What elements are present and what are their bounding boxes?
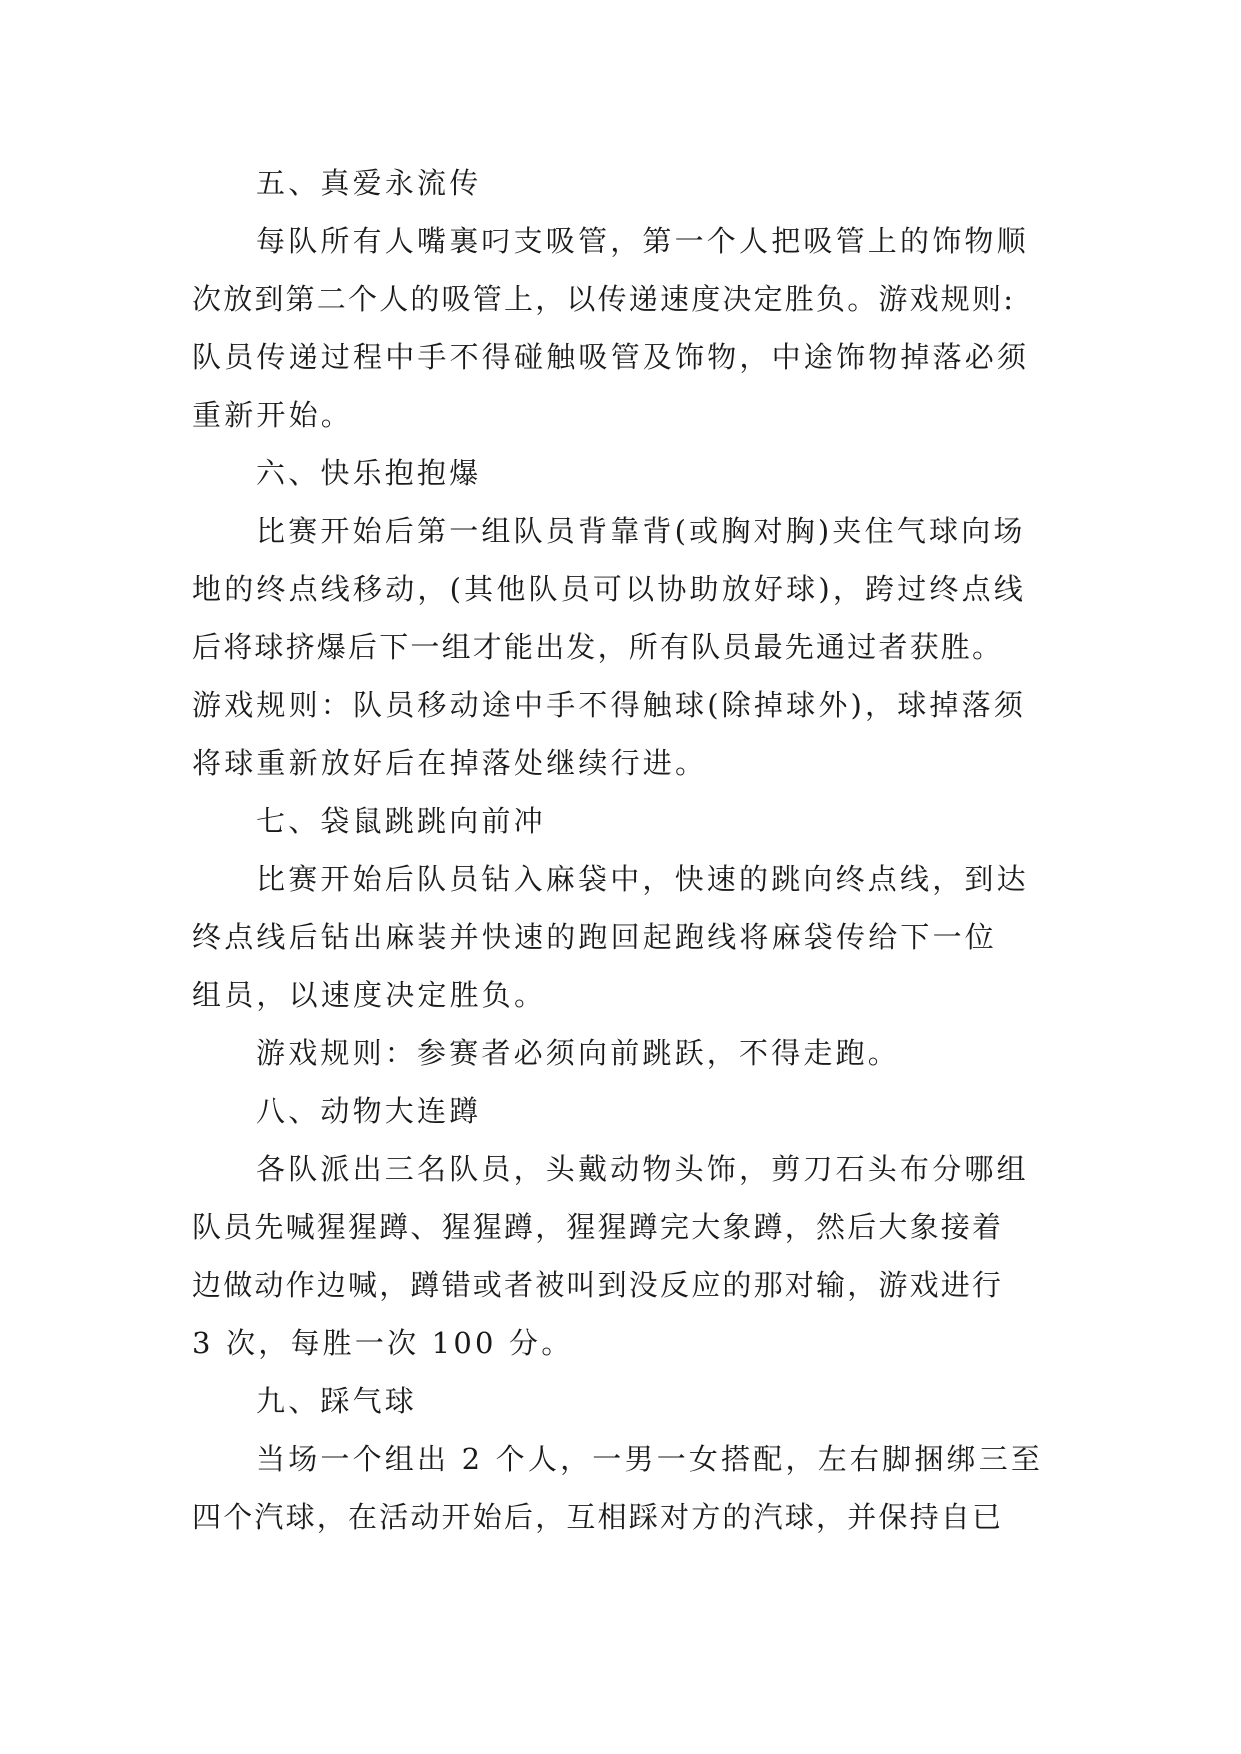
heading-9: 九、踩气球 — [256, 1384, 418, 1418]
paragraph-line: 组员，以速度决定胜负。 — [192, 978, 547, 1012]
heading-5: 五、真爱永流传 — [256, 166, 482, 200]
paragraph-line: 比赛开始后第一组队员背靠背(或胸对胸)夹住气球向场 — [256, 514, 1026, 548]
heading-7: 七、袋鼠跳跳向前冲 — [256, 804, 546, 838]
paragraph-line: 四个汽球，在活动开始后，互相踩对方的汽球，并保持自已 — [192, 1500, 1004, 1534]
paragraph-line: 比赛开始后队员钻入麻袋中，快速的跳向终点线，到达 — [256, 862, 1029, 896]
paragraph-line: 游戏规则：参赛者必须向前跳跃，不得走跑。 — [256, 1036, 901, 1070]
document-body — [192, 154, 1066, 1546]
paragraph-line: 后将球挤爆后下一组才能出发，所有队员最先通过者获胜。 — [192, 630, 1004, 664]
paragraph-line: 3 次，每胜一次 100 分。 — [192, 1326, 574, 1360]
paragraph-line: 次放到第二个人的吸管上，以传递速度决定胜负。游戏规则: — [192, 282, 1016, 316]
paragraph-line: 将球重新放好后在掉落处继续行进。 — [192, 746, 708, 780]
heading-8: 八、动物大连蹲 — [256, 1094, 482, 1128]
paragraph-line: 边做动作边喊，蹲错或者被叫到没反应的那对输，游戏进行 — [192, 1268, 1004, 1302]
paragraph-line: 每队所有人嘴裏叼支吸管，第一个人把吸管上的饰物顺 — [256, 224, 1029, 258]
paragraph-line: 各队派出三名队员，头戴动物头饰，剪刀石头布分哪组 — [256, 1152, 1029, 1186]
paragraph-line: 重新开始。 — [192, 398, 354, 432]
paragraph-line: 地的终点线移动，(其他队员可以协助放好球)，跨过终点线 — [192, 572, 1027, 606]
paragraph-line: 队员传递过程中手不得碰触吸管及饰物，中途饰物掉落必须 — [192, 340, 1030, 374]
paragraph-line: 终点线后钻出麻装并快速的跑回起跑线将麻袋传给下一位 — [192, 920, 998, 954]
paragraph-line: 队员先喊猩猩蹲、猩猩蹲，猩猩蹲完大象蹲，然后大象接着 — [192, 1210, 1004, 1244]
paragraph-line: 当场一个组出 2 个人，一男一女搭配，左右脚捆绑三至 — [256, 1442, 1044, 1476]
paragraph-line: 游戏规则：队员移动途中手不得触球(除掉球外)，球掉落须 — [192, 688, 1027, 722]
heading-6: 六、快乐抱抱爆 — [256, 456, 482, 490]
